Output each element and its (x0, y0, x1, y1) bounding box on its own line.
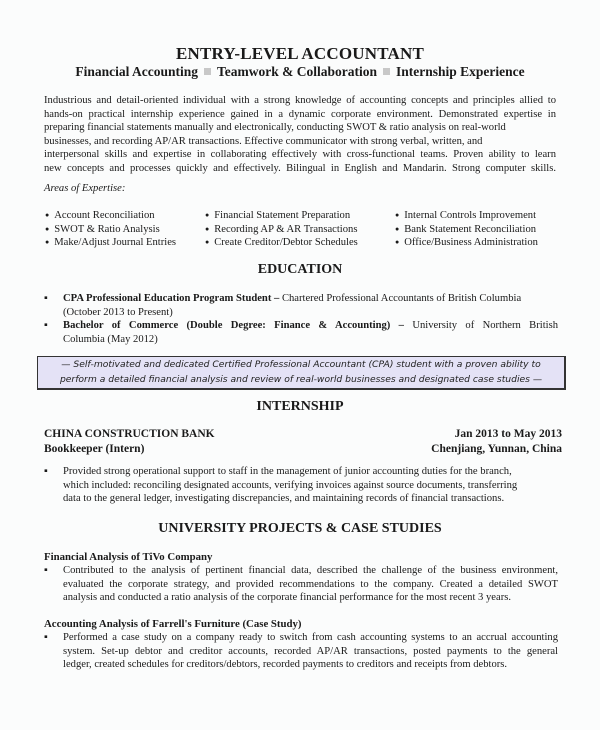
expertise-item: ● Office/Business Administration (395, 236, 538, 250)
expertise-item: ● Internal Controls Improvement (395, 209, 538, 223)
summary-line: preparing financial statements manually and electronically, conducting SWOT & ratio analysis on real-world (44, 122, 506, 134)
project-bullet (44, 631, 558, 672)
project-bullets (44, 564, 558, 605)
bullet-line: evaluated the corporate strategy, and provided recommendations to the company. Created a detailed SWOT (63, 578, 558, 590)
internship-employer (44, 427, 215, 457)
bullet-line: system. Set-up debtor and creditor accounts, recorded AP/AR transactions, posted payments to the general (63, 645, 558, 657)
education-dates: (October 2013 to Present) (63, 306, 173, 318)
keyword: Internship Experience (396, 64, 525, 79)
job-role: Bookkeeper (Intern) (44, 443, 145, 455)
bullet-icon: ▪ (44, 565, 48, 576)
bullet-line: which included: reconciling designated accounts, verifying invoices against source documents, transferring (63, 479, 518, 491)
education-dates: Columbia (May 2012) (63, 333, 158, 345)
bullet-icon: ▪ (44, 293, 48, 304)
degree-name: CPA Professional Education Program Student – (63, 293, 280, 304)
internship-bullets (44, 465, 558, 506)
expertise-column (45, 209, 176, 250)
expertise-item: ● SWOT & Ratio Analysis (45, 223, 176, 237)
internship-meta (431, 427, 562, 457)
degree-name: Bachelor of Commerce (Double Degree: Finance & Accounting) – (63, 320, 404, 332)
expertise-label: Areas of Expertise: (44, 183, 126, 194)
job-dates: Jan 2013 to May 2013 (454, 428, 562, 440)
expertise-column (205, 209, 358, 250)
expertise-item: ● Bank Statement Reconciliation (395, 223, 538, 237)
keyword-line (0, 64, 600, 80)
expertise-item: ● Financial Statement Preparation (205, 209, 358, 223)
internship-heading: INTERNSHIP (256, 399, 344, 414)
expertise-column (395, 209, 538, 250)
callout-line: perform a detailed financial analysis and review of real-world businesses and designated case studies — (59, 374, 543, 385)
resume-title: ENTRY-LEVEL ACCOUNTANT (176, 44, 424, 63)
summary-paragraph (44, 94, 556, 176)
summary-line: interpersonal skills and expertise in collaborating effectively with cross-functional teams. Proven ability to learn (44, 149, 556, 161)
callout-box (37, 356, 566, 390)
education-list (44, 292, 558, 346)
project-title: Accounting Analysis of Farrell's Furniture (Case Study) (44, 618, 302, 630)
bullet-icon: ▪ (44, 320, 48, 332)
keyword: Financial Accounting (75, 64, 198, 79)
education-item (44, 292, 558, 319)
project-bullets (44, 631, 558, 672)
institution: University of Northern British (403, 320, 559, 332)
projects-heading: UNIVERSITY PROJECTS & CASE STUDIES (158, 521, 442, 536)
project-bullet (44, 564, 558, 605)
keyword: Teamwork & Collaboration (216, 64, 377, 79)
bullet-icon: ▪ (44, 466, 48, 477)
bullet-line: Contributed to the analysis of pertinent financial data, described the challenge of the business environment, (63, 565, 558, 576)
job-location: Chenjiang, Yunnan, China (431, 443, 562, 455)
expertise-item: ● Recording AP & AR Transactions (205, 223, 358, 237)
expertise-item: ● Account Reconciliation (45, 209, 176, 223)
company-name: CHINA CONSTRUCTION BANK (44, 428, 215, 440)
summary-line: businesses, and recording AP/AR transactions. Effective communicator with strong verbal, written, and (44, 135, 483, 147)
summary-line: new concepts and processes quickly and effectively. Bilingual in English and Mandarin. Strong computer skills. (44, 162, 556, 174)
institution: Chartered Professional Accountants of British Columbia (279, 293, 522, 304)
separator-square (204, 68, 211, 75)
bullet-icon: ▪ (44, 632, 48, 643)
bullet-line: analysis and conducted a ratio analysis of the corporate financial performance for the most recent 3 years. (63, 592, 511, 604)
expertise-item: ● Create Creditor/Debtor Schedules (205, 236, 358, 250)
bullet-line: Performed a case study on a company ready to switch from cash accounting systems to an accrual accounting (63, 632, 558, 643)
bullet-line: Provided strong operational support to staff in the management of junior accounting duties for the branch, (63, 466, 512, 477)
summary-line: hands-on practical internship experience gained in a dynamic corporate environment. Demonstrated expertise in (44, 108, 556, 120)
project-title: Financial Analysis of TiVo Company (44, 551, 213, 563)
expertise-item: ● Make/Adjust Journal Entries (45, 236, 176, 250)
callout-line: — Self-motivated and dedicated Certified Professional Accountant (CPA) student with a proven ability to (61, 359, 541, 370)
education-item (44, 319, 558, 346)
bullet-line: data to the general ledger, investigating discrepancies, and maintaining records of financial transactions. (63, 493, 505, 505)
summary-line: Industrious and detail-oriented individual with a strong knowledge of accounting concepts and principles allied to (44, 95, 556, 106)
separator-square (383, 68, 390, 75)
internship-bullet (44, 465, 558, 506)
education-heading: EDUCATION (257, 262, 343, 277)
bullet-line: ledger, created schedules for creditors/debtors, recorded payments to creditors and receipts from debtors. (63, 659, 508, 671)
